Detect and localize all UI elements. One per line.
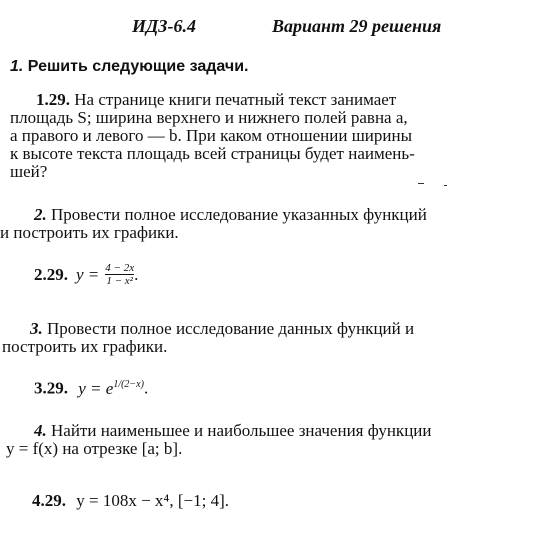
section-3-line-2: построить их графики.: [2, 337, 168, 356]
task-2-29-tail: .: [134, 264, 139, 284]
header: [0, 16, 545, 38]
task-1-29: [10, 91, 508, 181]
section-2-line-1: [0, 206, 500, 224]
task-1-29-line-5: шей?: [10, 162, 48, 181]
task-1-29-number: 1.29.: [36, 90, 70, 109]
task-3-29-formula: y = e: [78, 378, 114, 398]
fraction-denominator: 1 − x²: [106, 275, 133, 287]
task-2-29: [34, 262, 138, 287]
task-1-29-line-2: площадь S; ширина верхнего и нижнего полей равна a,: [10, 108, 408, 127]
task-1-29-line-1: [10, 91, 508, 109]
task-4-29-formula: y = 108x − x⁴, [−1; 4].: [76, 491, 229, 510]
section-3-text-1: Провести полное исследование данных функций и: [47, 319, 415, 338]
section-4: [6, 422, 506, 458]
task-4-29-number: 4.29.: [32, 491, 66, 510]
section-3-line-1: [2, 320, 502, 338]
section-4-text-1: Найти наименьшее и наибольшее значения функции: [51, 421, 432, 440]
section-2-text-1: Провести полное исследование указанных функций: [51, 205, 427, 224]
section-2-line-2: и построить их графики.: [0, 223, 179, 242]
section-4-line-2: y = f(x) на отрезке [a; b].: [6, 439, 183, 458]
section-1-heading-text: Решить следующие задачи.: [27, 58, 249, 75]
variant-title: Вариант 29 решения: [272, 16, 442, 36]
task-3-29: [34, 376, 148, 398]
task-2-29-number: 2.29.: [34, 264, 68, 284]
fraction-numerator: 4 − 2x: [105, 262, 135, 274]
assignment-title: ИДЗ-6.4: [132, 16, 196, 36]
task-3-29-number: 3.29.: [34, 378, 68, 398]
task-4-29: [32, 492, 229, 510]
section-1-number: 1.: [10, 58, 24, 75]
task-3-29-exponent: 1/(2−x): [113, 379, 144, 390]
section-4-number: 4.: [34, 421, 47, 440]
section-2: [0, 206, 500, 242]
section-2-number: 2.: [34, 205, 47, 224]
scan-mark: [418, 183, 424, 184]
section-4-line-1: [6, 422, 506, 440]
scan-mark: [444, 185, 447, 186]
section-3: [2, 320, 502, 356]
task-2-29-fraction: [105, 262, 134, 287]
task-2-29-lhs: y =: [76, 264, 100, 284]
task-1-29-text-1: На странице книги печатный текст занимает: [74, 90, 397, 109]
task-3-29-tail: .: [143, 378, 149, 398]
section-1-heading: [10, 58, 248, 76]
task-1-29-line-3: а правого и левого — b. При каком отношении ширины: [10, 126, 413, 145]
section-3-number: 3.: [30, 319, 43, 338]
task-1-29-line-4: к высоте текста площадь всей страницы будет наимень-: [10, 144, 415, 163]
